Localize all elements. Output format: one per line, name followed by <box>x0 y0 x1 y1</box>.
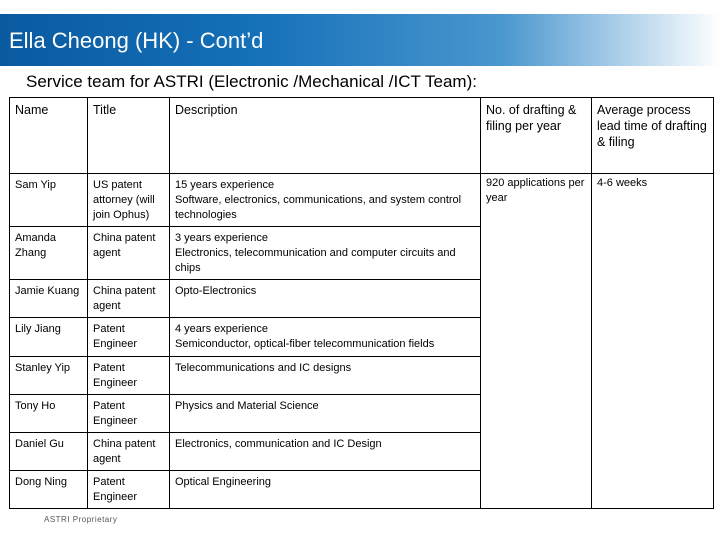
description-line: Telecommunications and IC designs <box>175 362 352 374</box>
cell-title: China patent agent <box>88 433 170 471</box>
table-header-row <box>10 98 714 174</box>
description-line: Electronics, telecommunication and computer circuits and chips <box>175 247 456 274</box>
cell-name: Tony Ho <box>10 395 88 433</box>
cell-description <box>170 433 481 471</box>
cell-description <box>170 395 481 433</box>
cell-description <box>170 471 481 509</box>
cell-lead-time: 4-6 weeks <box>592 174 714 509</box>
header-drafting-per-year: No. of drafting & filing per year <box>481 98 592 174</box>
cell-description <box>170 357 481 395</box>
cell-name: Lily Jiang <box>10 318 88 357</box>
header-lead-time: Average process lead time of drafting & filing <box>592 98 714 174</box>
header-title: Title <box>88 98 170 174</box>
description-line: Opto-Electronics <box>175 285 257 297</box>
slide-title: Ella Cheong (HK) - Cont’d <box>9 28 264 53</box>
description-line: 15 years experience <box>175 179 275 191</box>
cell-description <box>170 318 481 357</box>
cell-title: China patent agent <box>88 280 170 318</box>
slide-subtitle: Service team for ASTRI (Electronic /Mechanical /ICT Team): <box>26 72 477 91</box>
cell-description <box>170 174 481 227</box>
description-line: 3 years experience <box>175 232 268 244</box>
cell-name: Amanda Zhang <box>10 227 88 280</box>
service-team-table <box>9 97 714 509</box>
cell-title: Patent Engineer <box>88 395 170 433</box>
header-name: Name <box>10 98 88 174</box>
cell-drafting-per-year: 920 applications per year <box>481 174 592 509</box>
description-line: Semiconductor, optical-fiber telecommunication fields <box>175 338 435 350</box>
footer-proprietary-label: ASTRI Proprietary <box>44 515 118 524</box>
header-description: Description <box>170 98 481 174</box>
description-line: 4 years experience <box>175 323 268 335</box>
table-row <box>10 174 714 227</box>
cell-description <box>170 280 481 318</box>
cell-name: Daniel Gu <box>10 433 88 471</box>
cell-title: China patent agent <box>88 227 170 280</box>
description-line: Software, electronics, communications, and system control technologies <box>175 194 462 221</box>
cell-title: Patent Engineer <box>88 357 170 395</box>
description-line: Electronics, communication and IC Design <box>175 438 382 450</box>
cell-name: Sam Yip <box>10 174 88 227</box>
cell-title: Patent Engineer <box>88 318 170 357</box>
cell-name: Dong Ning <box>10 471 88 509</box>
description-line: Optical Engineering <box>175 476 272 488</box>
cell-title: Patent Engineer <box>88 471 170 509</box>
description-line: Physics and Material Science <box>175 400 319 412</box>
cell-title: US patent attorney (will join Ophus) <box>88 174 170 227</box>
cell-name: Jamie Kuang <box>10 280 88 318</box>
cell-description <box>170 227 481 280</box>
cell-name: Stanley Yip <box>10 357 88 395</box>
